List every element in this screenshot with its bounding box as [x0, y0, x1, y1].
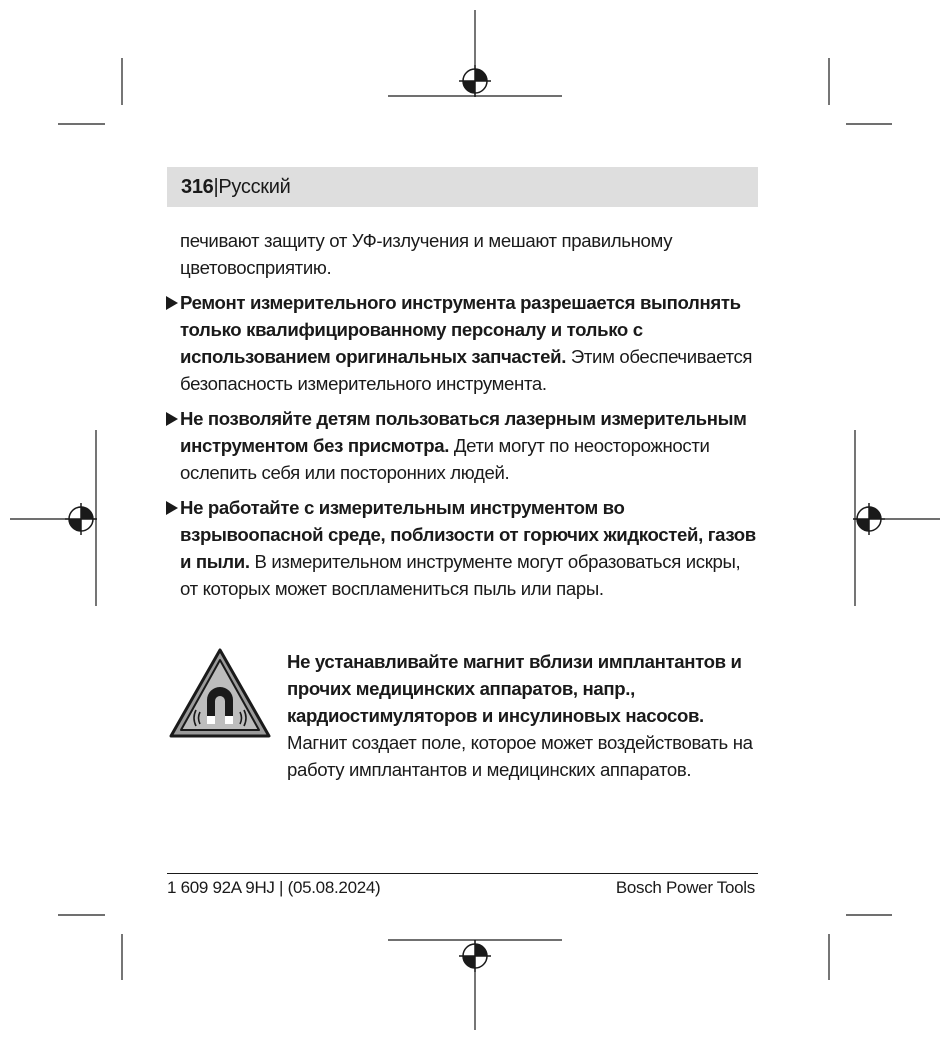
- registration-target-bottom: [459, 940, 491, 972]
- footer-rule: [167, 873, 758, 874]
- registration-target-right: [853, 503, 885, 535]
- bullet-triangle-icon: [166, 501, 178, 515]
- safety-item-text: В измерительном инструменте могут образоваться искры, от которых может воспламениться пыль или пары.: [180, 551, 741, 599]
- safety-item-text: Этим обеспечивается безопасность измерительного инструмента.: [180, 346, 753, 394]
- page-body: [180, 227, 757, 602]
- footer-doc-code: 1 609 92A 9HJ | (05.08.2024): [167, 878, 381, 897]
- bullet-triangle-icon: [166, 296, 178, 310]
- intro-paragraph: печивают защиту от УФ-излучения и мешают правильному цветовосприятию.: [180, 230, 673, 278]
- magnet-warning-normal: Магнит создает поле, которое может воздействовать на работу имплантантов и медицинских аппаратов.: [287, 732, 753, 780]
- safety-item: [180, 405, 757, 486]
- safety-item-text: Дети могут по неосторожности ослепить себя или посторонних людей.: [180, 435, 710, 483]
- bullet-triangle-icon: [166, 412, 178, 426]
- header-language: Русский: [218, 176, 291, 198]
- safety-item-bold: Не позволяйте детям пользоваться лазерным измерительным инструментом без присмотра.: [180, 408, 747, 456]
- registration-target-left: [65, 503, 97, 535]
- magnet-warning-bold: Не устанавливайте магнит вблизи имплантантов и прочих медицинских аппаратов, напр., кардиостимуляторов и инсулиновых насосов.: [287, 651, 742, 726]
- safety-item: [180, 289, 757, 397]
- header-separator: |: [213, 176, 219, 198]
- safety-item: [180, 494, 757, 602]
- magnet-warning-icon: [167, 646, 273, 742]
- safety-item-bold: Не работайте с измерительным инструментом во взрывоопасной среде, поблизости от горючих жидкостей, газов и пыли.: [180, 497, 756, 572]
- page-number: 316: [181, 176, 214, 198]
- page-header: [181, 173, 291, 201]
- footer-brand: Bosch Power Tools: [615, 878, 755, 897]
- safety-item-bold: Ремонт измерительного инструмента разрешается выполнять только квалифицированному персоналу и только с использованием оригинальных запчастей.: [180, 292, 741, 367]
- registration-target-top: [459, 65, 491, 97]
- magnet-warning-text: [287, 648, 762, 783]
